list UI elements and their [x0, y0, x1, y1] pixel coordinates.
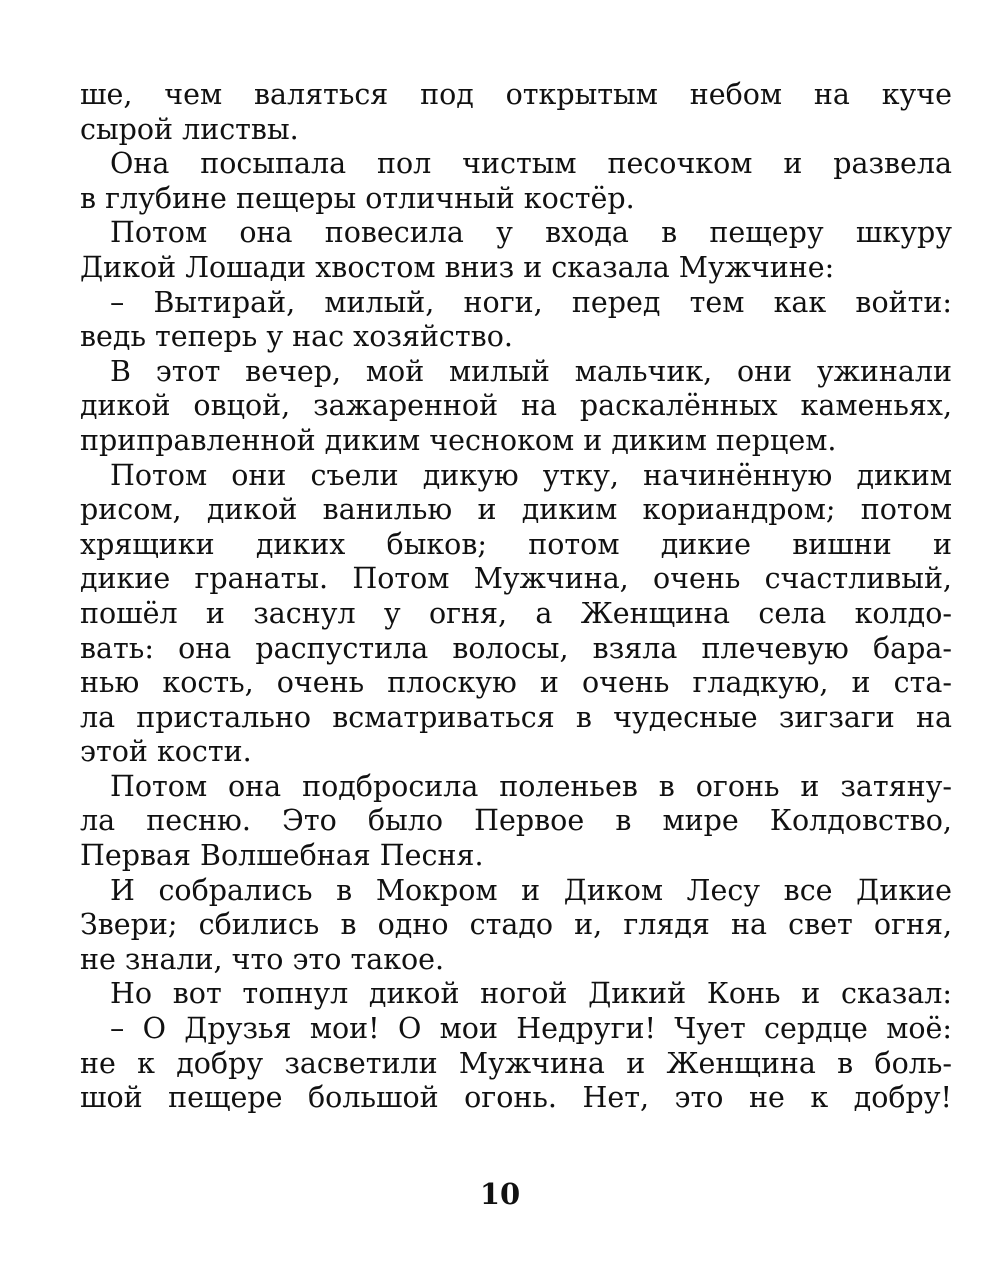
text-line: – Вытирай, милый, ноги, перед тем как войти: [110, 285, 952, 319]
text-line: дикой овцой, зажаренной на раскалённых каменьях, [80, 389, 952, 423]
text-line: рисом, дикой ванилью и диким кориандром; потом [80, 493, 952, 527]
body-text [80, 78, 952, 1116]
text-line: Потом она подбросила поленьев в огонь и затяну- [110, 769, 952, 803]
text-line: Потом она повесила у входа в пещеру шкуру [110, 216, 952, 250]
text-line: ведь теперь у нас хозяйство. [80, 320, 513, 354]
text-line: вать: она распустила волосы, взяла плечевую бара- [80, 631, 952, 665]
text-line: – О Друзья мои! О мои Недруги! Чует сердце моё: [110, 1012, 952, 1046]
text-line: сырой листвы. [80, 112, 299, 146]
text-line: хрящики диких быков; потом дикие вишни и [80, 527, 952, 561]
text-line: не к добру засветили Мужчина и Женщина в боль- [80, 1046, 952, 1080]
text-line: Но вот топнул дикой ногой Дикий Конь и сказал: [110, 977, 952, 1011]
text-line: приправленной диким чесноком и диким перцем. [80, 423, 837, 457]
text-line: ла пристально всматриваться в чудесные зигзаги на [80, 700, 952, 734]
text-line: дикие гранаты. Потом Мужчина, очень счастливый, [80, 562, 952, 596]
text-line: Потом они съели дикую утку, начинённую диким [110, 458, 952, 492]
text-line: Дикой Лошади хвостом вниз и сказала Мужчине: [80, 250, 835, 284]
text-line: Звери; сбились в одно стадо и, глядя на свет огня, [80, 908, 952, 942]
text-line: И собрались в Мокром и Диком Лесу все Дикие [110, 873, 952, 907]
text-line: В этот вечер, мой милый мальчик, они ужинали [110, 354, 952, 388]
text-line: ше, чем валяться под открытым небом на куче [80, 78, 952, 111]
page-number: 10 [479, 1177, 521, 1211]
text-line: этой кости. [80, 735, 252, 769]
text-line: шой пещере большой огонь. Нет, это не к добру! [80, 1081, 952, 1115]
text-line: пошёл и заснул у огня, а Женщина села колдо- [80, 596, 952, 630]
text-line: Она посыпала пол чистым песочком и развела [110, 147, 952, 181]
text-line: в глубине пещеры отличный костёр. [80, 181, 635, 215]
text-line: ла песню. Это было Первое в мире Колдовство, [80, 804, 952, 838]
text-line: Первая Волшебная Песня. [80, 839, 484, 873]
text-line: не знали, что это такое. [80, 942, 445, 976]
text-line: нью кость, очень плоскую и очень гладкую, и ста- [80, 666, 952, 700]
